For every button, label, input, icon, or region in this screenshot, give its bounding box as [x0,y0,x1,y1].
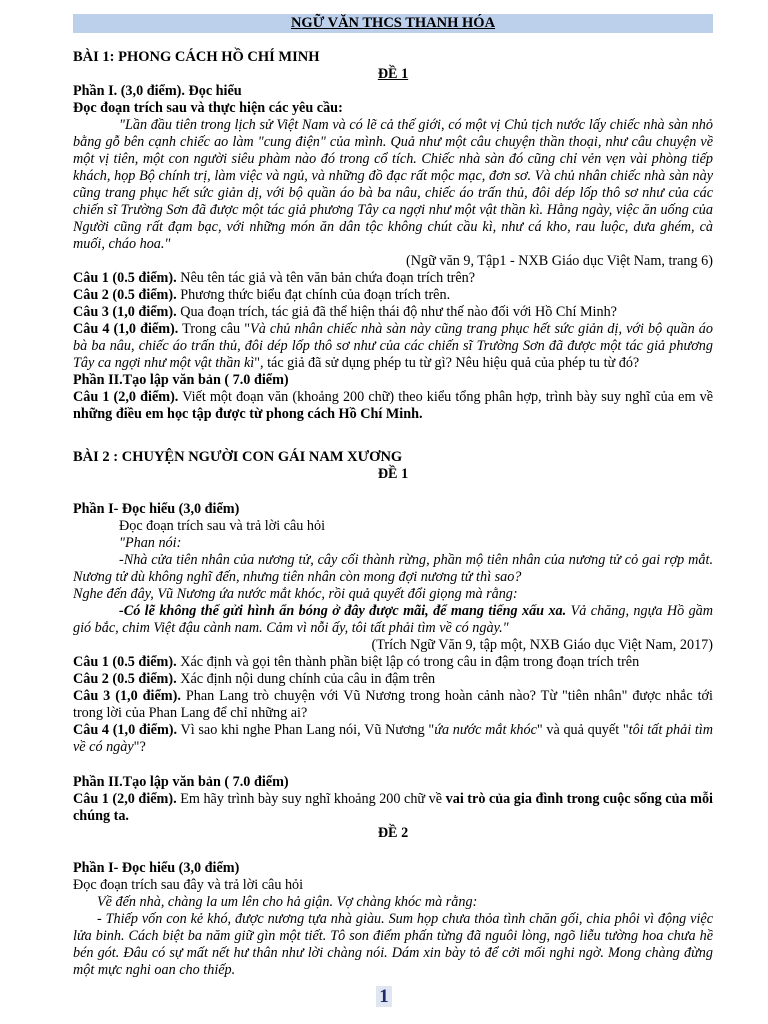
question-quote: ứa nước mắt khóc [434,722,537,738]
bai1-title: BÀI 1: PHONG CÁCH HỒ CHÍ MINH [73,49,320,65]
bai1-question-4 [73,321,713,372]
bai2-de2-line1: Về đến nhà, chàng la um lên cho hả giận. Vợ chàng khóc mà rằng: [97,894,478,910]
bai2-essay-question [73,791,713,825]
bai1-source: (Ngữ văn 9, Tập1 - NXB Giáo dục Việt Nam, trang 6) [406,253,713,269]
bai2-passage-1: -Nhà cửa tiên nhân của nương tử, cây cối thành rừng, phần mộ tiên nhân của nương tử cỏ gai rợp mắt. Nương tử dù không nghĩ đến, nhưng tiên nhân còn mong đợi nương tử thì sao? [73,552,713,585]
bai2-instruction: Đọc đoạn trích sau và trả lời câu hỏi [119,518,326,534]
question-text: Xác định và gọi tên thành phần biệt lập có trong câu in đậm trong đoạn trích trên [176,654,640,670]
bai1-essay-question [73,389,713,423]
question-text: "? [133,739,146,755]
bai1-passage: "Lần đầu tiên trong lịch sử Việt Nam và có lẽ cả thế giới, có một vị Chủ tịch nước lấy chiếc nhà sàn nhỏ bằng gỗ bên cạnh chiếc ao làm "cung điện" của mình. Quả như một câu chuyện thần thoại, như câu chuyện về một vị tiên, một con người siêu phàm nào đó trong cổ tích. Chiếc nhà sàn đó cũng chỉ vẻn vẹn vài phòng tiếp khách, họp Bộ chính trị, làm việc và ngủ, và những đồ đạc rất mộc mạc, đơn sơ. Và chủ nhân chiếc nhà sàn này cũng trang phục hết sức giản dị, với bộ quần áo bà ba nâu, chiếc áo trấn thủ, đôi dép lốp thô sơ như của các chiến sĩ Trường Sơn đã được một tác giả phương Tây ca ngợi như một vật thần kì. Hằng ngày, việc ăn uống của Người cũng rất đạm bạc, với những món ăn dân tộc không chút cầu kì, như cá kho, rau luộc, dưa ghém, cà muối, cháo hoa." [73,117,713,252]
question-label: Câu 1 (0.5 điểm). [73,654,177,670]
bai2-question-3 [73,688,713,722]
question-text: Phương thức biểu đạt chính của đoạn trích trên. [176,287,451,303]
question-quote: Và chủ nhân chiếc nhà sàn này cũng trang phục hết sức giản dị, với bộ quần áo bà ba nâu, chiếc áo trấn thủ, đôi dép lốp thô sơ như của các chiến sĩ Trường Sơn đã được một tác giả phương Tây ca ngợi như một vật thần kì [73,321,713,371]
question-label: Câu 2 (0.5 điểm). [73,287,177,303]
question-text: Em hãy trình bày suy nghĩ khoảng 200 chữ về [176,791,446,807]
page-number-label: 1 [376,986,392,1007]
bai2-phan-noi: "Phan nói: [119,535,182,551]
bai2-question-2 [73,671,713,688]
bai2-de2-passage: - Thiếp vốn con kẻ khó, được nương tựa nhà giàu. Sum họp chưa thỏa tình chăn gối, chia phôi vì động việc lửa binh. Cách biệt ba năm giữ gìn một tiết. Tô son điểm phấn từng đã nguôi lòng, ngõ liễu tường hoa chưa hề bén gót. Đâu có sự mất nết hư thân như lời chàng nói. Dám xin bày tỏ để cởi mối nghi ngờ. Mong chàng đừng một mực nghi oan cho thiếp. [73,911,713,978]
question-label: Câu 3 (1,0 điểm). [73,688,181,704]
bai2-question-1 [73,654,713,671]
bai1-question-2 [73,287,713,304]
bai1-phan2-title: Phần II.Tạo lập văn bản ( 7.0 điểm) [73,372,289,388]
page-number [0,988,768,1005]
bai1-instruction: Đọc đoạn trích sau và thực hiện các yêu cầu: [73,100,343,116]
question-text: " và quả quyết " [536,722,629,738]
question-quote: tôi tất phải tìm về có ngày [73,722,713,755]
bai2-phan2-title: Phần II.Tạo lập văn bản ( 7.0 điểm) [73,774,289,790]
question-label: Câu 2 (0.5 điểm). [73,671,177,687]
question-label: Câu 1 (0.5 điểm). [73,270,177,286]
question-emphasis: vai trò của gia đình trong cuộc sống của mỗi chúng ta. [73,791,713,824]
question-text: Qua đoạn trích, tác giả đã thể hiện thái độ như thế nào đối với Hồ Chí Minh? [176,304,617,320]
bai2-source: (Trích Ngữ Văn 9, tập một, NXB Giáo dục Việt Nam, 2017) [371,637,713,653]
bai2-de2-heading: ĐỀ 2 [377,825,409,841]
question-label: Câu 1 (2,0 điểm). [73,389,179,405]
question-text: Phan Lang trò chuyện với Vũ Nương trong hoàn cảnh nào? Từ "tiên nhân" được nhắc tới trong lời của Phan Lang để chỉ những ai? [73,688,713,721]
question-text: Vì sao khi nghe Phan Lang nói, Vũ Nương " [177,722,435,738]
question-text: Nêu tên tác giả và tên văn bản chứa đoạn trích trên? [176,270,476,286]
header-banner: NGỮ VĂN THCS THANH HÓA [73,14,713,33]
question-text: Trong câu " [178,321,251,337]
question-label: Câu 1 (2,0 điểm). [73,791,177,807]
bai1-phan1-title: Phần I. (3,0 điểm). Đọc hiểu [73,83,242,99]
question-label: Câu 3 (1,0 điểm). [73,304,177,320]
question-text: Viết một đoạn văn (khoảng 200 chữ) theo kiểu tổng phân hợp, trình bày suy nghĩ của em về [178,389,713,405]
bai1-question-3 [73,304,713,321]
question-text: ", tác giả đã sử dụng phép tu từ gì? Nêu hiệu quả của phép tu từ đó? [254,355,640,371]
question-emphasis: những điều em học tập được từ phong cách Hồ Chí Minh. [73,406,423,422]
passage-text: Vả chăng, ngựa Hồ gầm gió bắc, chim Việt đậu cành nam. Cảm vì nỗi ấy, tôi tất phải tìm về có ngày." [73,603,713,636]
bai2-phan1-title: Phần I- Đọc hiểu (3,0 điểm) [73,501,240,517]
question-text: Xác định nội dung chính của câu in đậm trên [176,671,436,687]
bai2-question-4 [73,722,713,756]
bai2-passage-2: Nghe đến đây, Vũ Nương ứa nước mắt khóc, rồi quả quyết đổi giọng mà rằng: [73,586,518,602]
question-label: Câu 4 (1,0 điểm). [73,722,178,738]
bai2-title: BÀI 2 : CHUYỆN NGƯỜI CON GÁI NAM XƯƠNG [73,449,403,465]
bai2-de2-phan1-title: Phần I- Đọc hiểu (3,0 điểm) [73,860,240,876]
bai2-passage-3 [73,603,713,637]
bai2-de2-instruction: Đọc đoạn trích sau đây và trả lời câu hỏi [73,877,304,893]
bai2-de1-heading: ĐỀ 1 [377,466,409,482]
document-page [73,14,713,979]
question-label: Câu 4 (1,0 điểm). [73,321,179,337]
bai1-question-1 [73,270,713,287]
bai1-de-heading: ĐỀ 1 [377,66,409,82]
bold-sentence: -Có lẽ không thể gửi hình ẩn bóng ở đây được mãi, để mang tiếng xấu xa. [119,603,567,619]
